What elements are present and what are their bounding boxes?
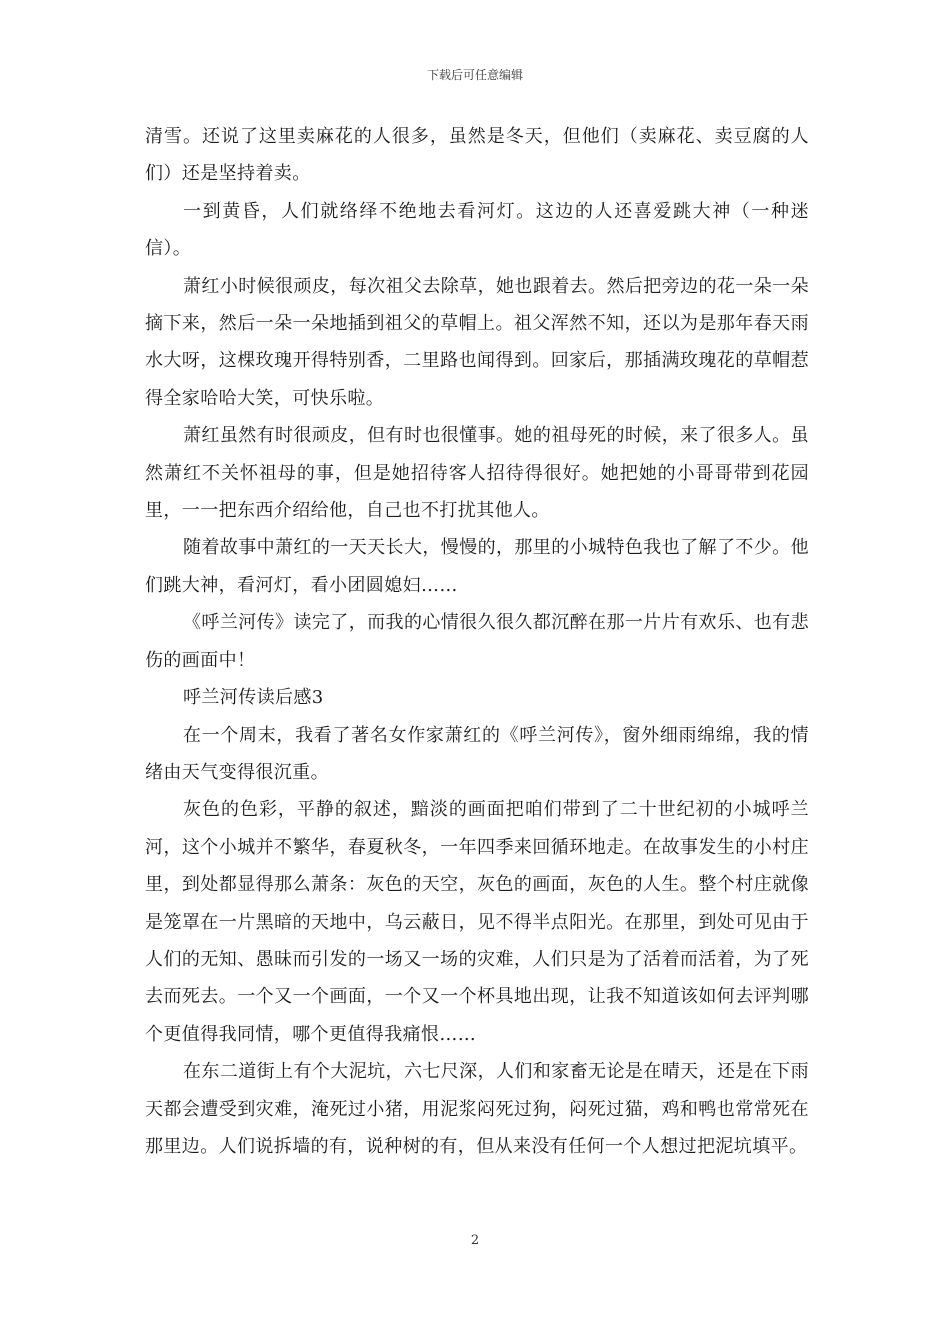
paragraph: 萧红小时候很顽皮，每次祖父去除草，她也跟着去。然后把旁边的花一朵一朵摘下来，然后一朵一朵地插到祖父的草帽上。祖父浑然不知，还以为是那年春天雨水大呀，这棵玫瑰开得特别香，二里路也闻得到。回家后，那插满玫瑰花的草帽惹得全家哈哈大笑，可快乐啦。 <box>145 275 809 409</box>
paragraph: 灰色的色彩，平静的叙述，黯淡的画面把咱们带到了二十世纪初的小城呼兰河，这个小城并不繁华，春夏秋冬，一年四季来回循环地走。在故事发生的小村庄里，到处都显得那么萧条：灰色的天空，灰色的画面，灰色的人生。整个村庄就像是笼罩在一片黑暗的天地中，乌云蔽日，见不得半点阳光。在那里，到处可见由于人们的无知、愚昧而引发的一场又一场的灾难，人们只是为了活着而活着，为了死去而死去。一个又一个画面，一个又一个杯具地出现，让我不知道该如何去评判哪个更值得我同情，哪个更值得我痛恨…… <box>145 799 809 1045</box>
section-heading: 呼兰河传读后感3 <box>183 687 324 709</box>
paragraph-continued: 清雪。还说了这里卖麻花的人很多，虽然是冬天，但他们（卖麻花、卖豆腐的人们）还是坚持着卖。 <box>145 126 809 185</box>
paragraph: 《呼兰河传》读完了，而我的心情很久很久都沉醉在那一片片有欢乐、也有悲伤的画面中！ <box>145 612 809 671</box>
paragraph: 随着故事中萧红的一天天长大，慢慢的，那里的小城特色我也了解了不少。他们跳大神，看河灯，看小团圆媳妇…… <box>145 537 809 596</box>
page-number: 2 <box>470 1233 480 1248</box>
paragraph: 在一个周末，我看了著名女作家萧红的《呼兰河传》，窗外细雨绵绵，我的情绪由天气变得很沉重。 <box>145 724 809 783</box>
paragraph: 萧红虽然有时很顽皮，但有时也很懂事。她的祖母死的时候，来了很多人。虽然萧红不关怀祖母的事，但是她招待客人招待得很好。她把她的小哥哥带到花园里，一一把东西介绍给他，自己也不打扰其他人。 <box>145 425 809 522</box>
page-header: 下载后可任意编辑 <box>426 68 523 82</box>
paragraph: 在东二道街上有个大泥坑，六七尺深，人们和家畜无论是在晴天，还是在下雨天都会遭受到灾难，淹死过小猪，用泥浆闷死过狗，闷死过猫，鸡和鸭也常常死在那里边。人们说拆墙的有，说种树的有，但从来没有任何一个人想过把泥坑填平。 <box>145 1061 809 1157</box>
document-body <box>145 118 809 1165</box>
paragraph: 一到黄昏，人们就络绎不绝地去看河灯。这边的人还喜爱跳大神（一种迷信）。 <box>145 200 809 260</box>
